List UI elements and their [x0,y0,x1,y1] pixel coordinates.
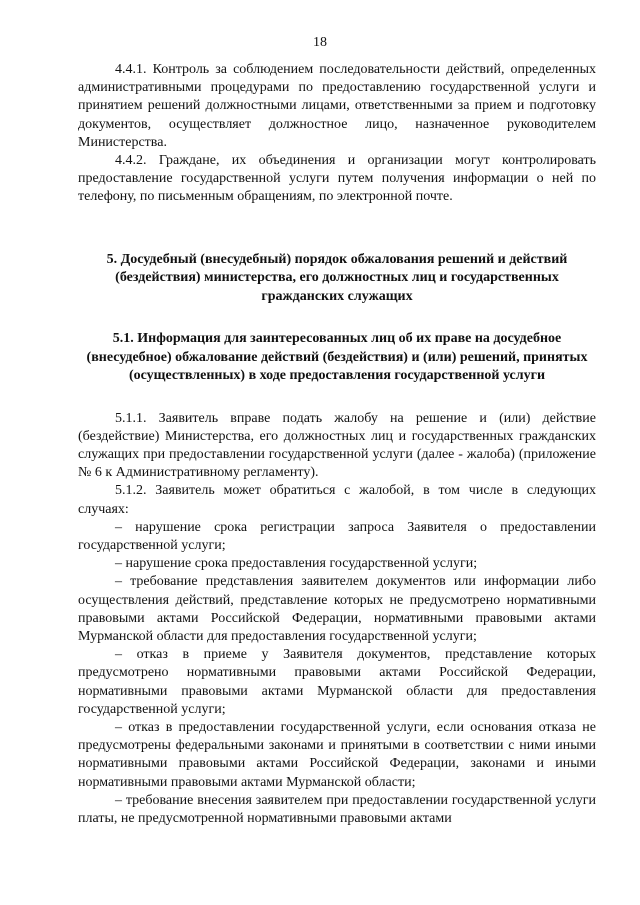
page-content [78,61,596,828]
paragraph-5-1-2: 5.1.2. Заявитель может обратиться с жалобой, в том числе в следующих случаях: [78,483,596,517]
list-item: – отказ в приеме у Заявителя документов, представление которых предусмотрено нормативными правовыми актами Российской Федерации, нормативными правовыми актами Мурманской области для предоставления государственной услуги; [78,647,596,717]
spacer [78,207,596,251]
subsection-heading: 5.1. Информация для заинтересованных лиц об их праве на досудебное (внесудебное) обжалование действий (бездействия) и (или) решений, принятых (осуществленных) в ходе предоставления государственной услуги [86,331,588,384]
spacer [78,386,596,410]
paragraph-4-4-1: 4.4.1. Контроль за соблюдением последовательности действий, определенных административными процедурами по предоставлению государственной услуги и принятием решений должностными лицами, ответственными за прием и подготовку документов, осуществляет должностное лицо, назначенное руководителем Министерства. [78,62,596,150]
paragraph-5-1-1: 5.1.1. Заявитель вправе подать жалобу на решение и (или) действие (бездействие) Министерства, его должностных лиц и государственных гражданских служащих при предоставлении государственной услуги (далее - жалоба) (приложение № 6 к Административному регламенту). [78,410,596,481]
list-item: – нарушение срока предоставления государственной услуги; [115,556,478,572]
list-item: – нарушение срока регистрации запроса Заявителя о предоставлении государственной услуги; [78,519,596,554]
list-item: – требование внесения заявителем при предоставлении государственной услуги платы, не предусмотренной нормативными правовыми актами [78,792,596,827]
section-heading: 5. Досудебный (внесудебный) порядок обжалования решений и действий (бездействия) министерства, его должностных лиц и государственных гражданских служащих [106,251,568,304]
list-item: – отказ в предоставлении государственной услуги, если основания отказа не предусмотрены федеральными законами и принятыми в соответствии с ними иными нормативными правовыми актами Российской Федерации, законами и иными нормативными правовыми актами Мурманской области; [78,720,596,790]
page-number: 18 [313,35,327,50]
list-item: – требование представления заявителем документов или информации либо осуществления действий, представление которых не предусмотрено нормативными правовыми актами Российской Федерации, нормативными правовыми актами Мурманской области для предоставления государственной услуги; [78,574,596,645]
paragraph-4-4-2: 4.4.2. Граждане, их объединения и организации могут контролировать предоставление государственной услуги путем получения информации о ней по телефону, по письменным обращениям, по электронной почте. [78,153,596,205]
spacer [78,306,596,330]
